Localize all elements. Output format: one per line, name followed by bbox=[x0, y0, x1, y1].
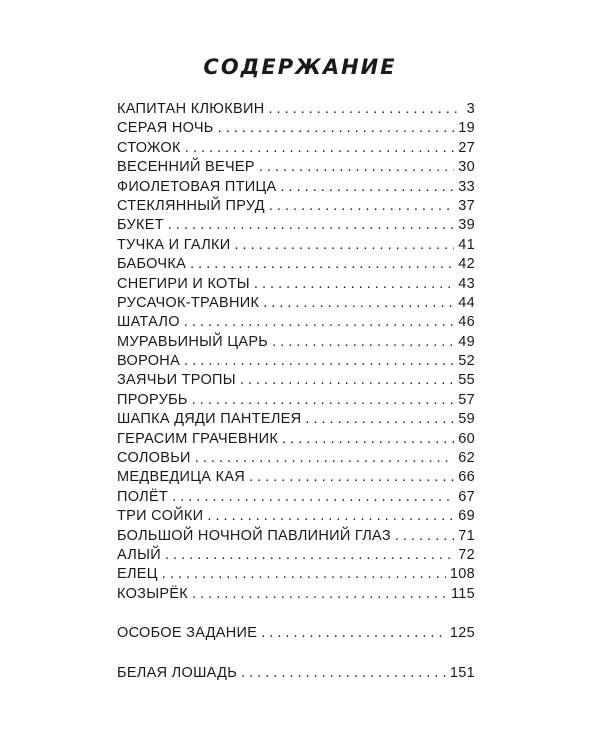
toc-leader-dots bbox=[240, 371, 454, 390]
toc-entry-page: 3 bbox=[466, 101, 475, 117]
toc-entry-page: 66 bbox=[458, 469, 475, 486]
toc-entry[interactable] bbox=[117, 333, 475, 352]
toc-entry[interactable] bbox=[117, 216, 475, 235]
toc-leader-dots bbox=[268, 100, 462, 119]
toc-entry-page: 115 bbox=[450, 585, 475, 602]
toc-leader-dots bbox=[184, 313, 454, 332]
table-of-contents bbox=[117, 100, 475, 683]
toc-entry[interactable] bbox=[117, 294, 475, 313]
toc-entry-page: 44 bbox=[458, 294, 475, 311]
toc-entry-title: ПРОРУБЬ bbox=[117, 391, 188, 408]
toc-leader-dots bbox=[172, 488, 454, 507]
toc-entry-title: СТОЖОК bbox=[117, 139, 181, 156]
toc-entry[interactable] bbox=[117, 178, 475, 197]
toc-leader-dots bbox=[192, 391, 455, 410]
toc-entry-title: РУСАЧОК-ТРАВНИК bbox=[117, 294, 260, 311]
toc-entry[interactable] bbox=[117, 527, 475, 546]
toc-entry[interactable] bbox=[117, 119, 475, 138]
toc-entry-page: 30 bbox=[458, 159, 475, 176]
toc-entry-page: 57 bbox=[458, 391, 475, 408]
toc-leader-dots bbox=[281, 178, 455, 197]
toc-entry-page: 71 bbox=[458, 527, 475, 544]
toc-entry[interactable] bbox=[117, 391, 475, 410]
toc-leader-dots bbox=[269, 197, 454, 216]
toc-extra-1 bbox=[117, 624, 475, 643]
toc-leader-dots bbox=[282, 430, 454, 449]
toc-entry-title: ШАТАЛО bbox=[117, 314, 180, 331]
toc-entry-title: КАПИТАН КЛЮКВИН bbox=[117, 101, 265, 117]
toc-entry-title: АЛЫЙ bbox=[117, 546, 161, 563]
toc-entry-title: БАБОЧКА bbox=[117, 256, 187, 273]
toc-entry-title: ОСОБОЕ ЗАДАНИЕ bbox=[117, 625, 258, 642]
toc-entry-title: МЕДВЕДИЦА КАЯ bbox=[117, 469, 246, 486]
toc-entry[interactable] bbox=[117, 585, 475, 604]
toc-entry[interactable] bbox=[117, 488, 475, 507]
toc-entry-page: 27 bbox=[458, 139, 475, 156]
toc-entry-page: 43 bbox=[458, 275, 475, 292]
toc-entry-title: ТРИ СОЙКИ bbox=[117, 508, 204, 525]
toc-leader-dots bbox=[184, 352, 454, 371]
toc-entry-page: 72 bbox=[458, 546, 475, 563]
toc-entry[interactable] bbox=[117, 664, 475, 683]
toc-entry-page: 49 bbox=[458, 333, 475, 350]
toc-entry-page: 55 bbox=[458, 372, 475, 389]
toc-entry-page: 62 bbox=[458, 450, 475, 467]
toc-leader-dots bbox=[162, 565, 446, 584]
toc-entry-title: ЕЛЕЦ bbox=[117, 566, 158, 583]
toc-entry-page: 52 bbox=[458, 353, 475, 370]
toc-entry[interactable] bbox=[117, 430, 475, 449]
toc-leader-dots bbox=[218, 119, 455, 138]
toc-leader-dots bbox=[395, 527, 454, 546]
toc-entry-title: ШАПКА ДЯДИ ПАНТЕЛЕЯ bbox=[117, 411, 302, 428]
toc-leader-dots bbox=[185, 139, 455, 158]
toc-entry-title: БОЛЬШОЙ НОЧНОЙ ПАВЛИНИЙ ГЛАЗ bbox=[117, 527, 391, 544]
toc-entry[interactable] bbox=[117, 139, 475, 158]
toc-entry-title: ТУЧКА И ГАЛКИ bbox=[117, 236, 231, 253]
toc-entry[interactable] bbox=[117, 449, 475, 468]
toc-main-list bbox=[117, 100, 475, 604]
toc-entry-title: ВЕСЕННИЙ ВЕЧЕР bbox=[117, 159, 255, 176]
toc-entry-title: МУРАВЬИНЫЙ ЦАРЬ bbox=[117, 333, 269, 350]
toc-entry[interactable] bbox=[117, 410, 475, 429]
toc-entry[interactable] bbox=[117, 100, 475, 119]
toc-leader-dots bbox=[190, 255, 454, 274]
toc-entry-title: ЗАЯЧЬИ ТРОПЫ bbox=[117, 372, 236, 389]
toc-entry[interactable] bbox=[117, 197, 475, 216]
toc-entry[interactable] bbox=[117, 313, 475, 332]
toc-entry-page: 108 bbox=[449, 566, 475, 583]
toc-entry[interactable] bbox=[117, 236, 475, 255]
toc-entry-page: 33 bbox=[458, 178, 475, 195]
toc-entry-page: 125 bbox=[449, 625, 475, 642]
toc-entry[interactable] bbox=[117, 352, 475, 371]
toc-entry[interactable] bbox=[117, 255, 475, 274]
toc-entry-title: СНЕГИРИ И КОТЫ bbox=[117, 275, 250, 292]
toc-leader-dots bbox=[235, 236, 455, 255]
toc-entry-page: 42 bbox=[458, 256, 475, 273]
toc-entry[interactable] bbox=[117, 275, 475, 294]
toc-entry-title: ВОРОНА bbox=[117, 353, 181, 370]
toc-entry-page: 19 bbox=[458, 120, 475, 137]
toc-entry-title: ГЕРАСИМ ГРАЧЕВНИК bbox=[117, 430, 279, 447]
toc-leader-dots bbox=[305, 410, 454, 429]
toc-entry[interactable] bbox=[117, 468, 475, 487]
toc-entry-title: ФИОЛЕТОВАЯ ПТИЦА bbox=[117, 178, 277, 195]
toc-entry[interactable] bbox=[117, 507, 475, 526]
page-title: СОДЕРЖАНИЕ bbox=[203, 55, 397, 79]
toc-entry[interactable] bbox=[117, 546, 475, 565]
toc-leader-dots bbox=[259, 158, 454, 177]
toc-entry-page: 37 bbox=[458, 197, 475, 214]
toc-leader-dots bbox=[165, 546, 454, 565]
toc-spacer-2 bbox=[117, 644, 475, 664]
toc-entry-page: 59 bbox=[458, 411, 475, 428]
toc-leader-dots bbox=[261, 624, 446, 643]
toc-entry-page: 39 bbox=[458, 217, 475, 234]
toc-entry[interactable] bbox=[117, 158, 475, 177]
toc-leader-dots bbox=[254, 275, 454, 294]
toc-spacer bbox=[117, 604, 475, 624]
toc-entry-page: 46 bbox=[458, 314, 475, 331]
toc-entry-page: 67 bbox=[458, 488, 475, 505]
toc-leader-dots bbox=[272, 333, 454, 352]
toc-entry[interactable] bbox=[117, 565, 475, 584]
toc-leader-dots bbox=[263, 294, 454, 313]
toc-entry-page: 69 bbox=[458, 508, 475, 525]
toc-entry-title: КОЗЫРЁК bbox=[117, 585, 189, 602]
toc-entry[interactable] bbox=[117, 371, 475, 390]
toc-entry-page: 151 bbox=[449, 664, 475, 681]
toc-entry-title: БУКЕТ bbox=[117, 217, 164, 234]
toc-entry-page: 41 bbox=[458, 236, 475, 253]
toc-entry-title: СТЕКЛЯННЫЙ ПРУД bbox=[117, 197, 265, 214]
toc-entry-title: БЕЛАЯ ЛОШАДЬ bbox=[117, 664, 238, 681]
toc-leader-dots bbox=[241, 664, 446, 683]
toc-leader-dots bbox=[207, 507, 454, 526]
toc-extra-2 bbox=[117, 664, 475, 683]
toc-entry[interactable] bbox=[117, 624, 475, 643]
toc-leader-dots bbox=[195, 449, 454, 468]
toc-leader-dots bbox=[192, 585, 447, 604]
toc-entry-title: СОЛОВЬИ bbox=[117, 450, 191, 467]
toc-entry-title: СЕРАЯ НОЧЬ bbox=[117, 120, 214, 137]
toc-leader-dots bbox=[168, 216, 454, 235]
toc-entry-title: ПОЛЁТ bbox=[117, 488, 169, 505]
toc-entry-page: 60 bbox=[458, 430, 475, 447]
toc-leader-dots bbox=[249, 468, 454, 487]
